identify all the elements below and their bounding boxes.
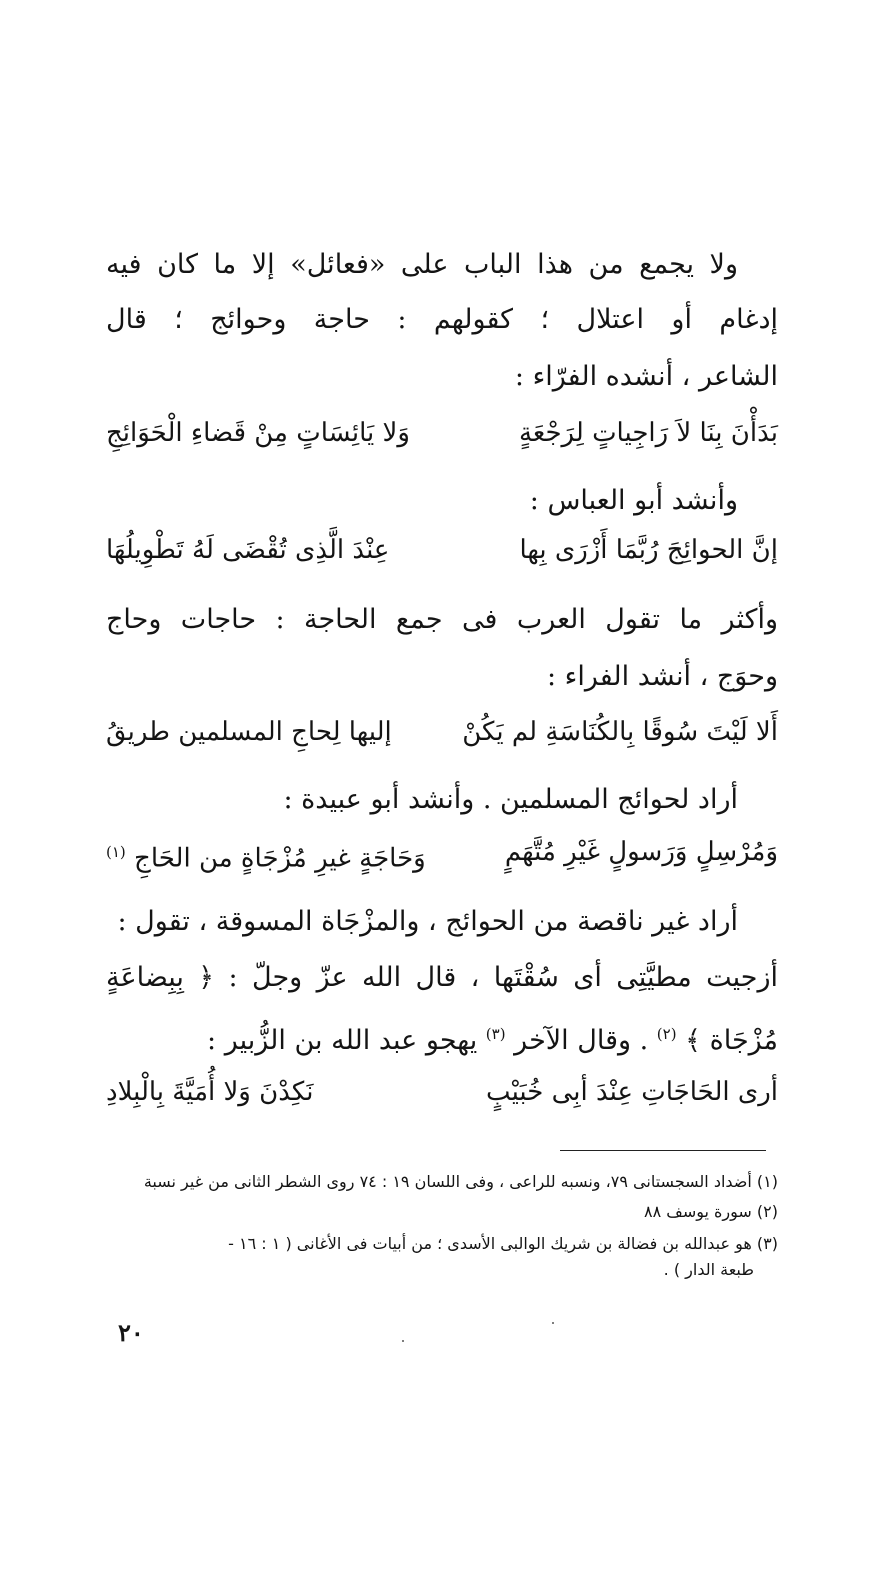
footnote-separator — [560, 1150, 766, 1151]
verse-line — [106, 832, 778, 872]
verse-line — [106, 712, 778, 752]
scan-speck — [552, 1322, 554, 1324]
text-run: يهجو عبد الله بن الزُّبير : — [207, 1025, 478, 1056]
footnote-reference: (٢) — [656, 1025, 677, 1043]
paragraph-line: أراد لحوائج المسلمين . وأنشد أبو عبيدة : — [283, 784, 738, 815]
paragraph-line — [106, 1014, 778, 1061]
footnote: (٣) هو عبدالله بن فضالة بن شريك الوالبى الأسدى ؛ من أبيات فى الأغانى ( ١ : ١٦ - — [228, 1234, 778, 1253]
footnote-continuation: طبعة الدار ) . — [663, 1260, 754, 1279]
text-run: . وقال الآخر — [514, 1025, 649, 1056]
verse-line — [106, 1072, 778, 1112]
paragraph-line: أزجيت مطيَّتِى أى سُقْتَها ، قال الله عزّ وجلّ : ﴿ بِبِضاعَةٍ — [106, 962, 778, 993]
verse-first-hemistich: بَدَأْنَ بِنَا لاَ رَاجِياتٍ لِرَجْعَةٍ — [518, 418, 778, 448]
footnote: (٢) سورة يوسف ٨٨ — [644, 1202, 778, 1221]
verse-second-hemistich: عِنْدَ الَّذِى تُقْضَى لَهُ تَطْوِيلُهَا — [106, 535, 390, 565]
paragraph-line: أراد غير ناقصة من الحوائج ، والمزْجَاة المسوقة ، تقول : — [117, 906, 738, 937]
page-number: ٢٠ — [118, 1318, 144, 1347]
paragraph-line: الشاعر ، أنشده الفرّاء : — [514, 361, 778, 392]
paragraph-line: إدغام أو اعتلال ؛ كقولهم : حاجة وحوائج ؛ قال — [106, 304, 778, 335]
paragraph-line: ولا يجمع من هذا الباب على «فعائل» إلا ما كان فيه — [106, 249, 738, 280]
verse-line — [106, 530, 778, 570]
paragraph-line: وأنشد أبو العباس : — [529, 485, 738, 516]
verse-second-hemistich: نَكِدْنَ وَلا أُمَيَّةَ بِالْبِلادِ — [106, 1077, 314, 1107]
verse-first-hemistich: وَمُرْسِلٍ وَرَسولٍ غَيْرِ مُتَّهَمٍ — [504, 837, 778, 867]
verse-text: وَحَاجَةٍ غيرِ مُزْجَاةٍ من الحَاجِ — [134, 843, 426, 874]
verse-second-hemistich: إليها لِحاجِ المسلمين طريقُ — [106, 717, 392, 747]
verse-second-hemistich — [106, 832, 426, 879]
verse-first-hemistich: إنَّ الحوائِجَ رُبَّمَا أَزْرَى بِها — [519, 535, 778, 565]
footnote-reference: (٣) — [485, 1025, 506, 1043]
paragraph-line: وأكثر ما تقول العرب فى جمع الحاجة : حاجات وحاج — [106, 604, 778, 635]
quran-quote-end: مُزْجَاة ﴾ — [685, 1025, 778, 1056]
footnote-reference: (١) — [106, 843, 126, 861]
scan-speck — [402, 1340, 404, 1342]
verse-second-hemistich: وَلا يَائِسَاتٍ مِنْ قَضاءِ الْحَوَائِجِ — [106, 418, 410, 448]
verse-first-hemistich: أَلا لَيْتَ سُوقًا بِالكُنَاسَةِ لم يَكُنْ — [462, 717, 778, 747]
paragraph-line: وحوَج ، أنشد الفراء : — [546, 661, 778, 692]
verse-line — [106, 413, 778, 453]
footnote: (١) أضداد السجستانى ٧٩، ونسبه للراعى ، وفى اللسان ١٩ : ٧٤ روى الشطر الثانى من غير نسبة — [143, 1172, 778, 1191]
verse-first-hemistich: أرى الحَاجَاتِ عِنْدَ أبِى خُبَيْبٍ — [486, 1077, 778, 1107]
